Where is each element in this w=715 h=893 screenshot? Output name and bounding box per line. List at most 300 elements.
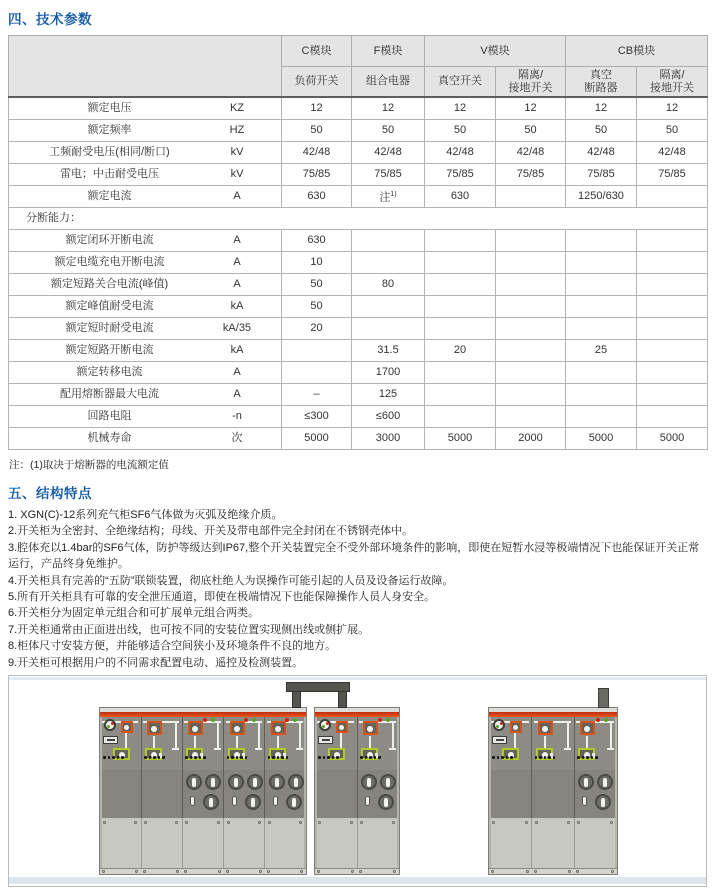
param-value-cell — [425, 274, 496, 296]
photo-top-band — [9, 677, 706, 680]
param-value-cell: 42/48 — [566, 142, 637, 164]
mimic-vline-right — [175, 722, 177, 750]
cabinet-side-edge — [615, 717, 617, 868]
param-value-cell: 50 — [282, 120, 352, 142]
switch-module-icon — [363, 721, 378, 735]
mimic-vline-right — [217, 722, 219, 750]
keyhole — [367, 778, 371, 787]
terminal-dot — [227, 756, 230, 759]
param-value-cell — [637, 384, 708, 406]
param-name: 雷电；中击耐受电压 — [60, 168, 159, 180]
param-value-cell: 125 — [352, 384, 425, 406]
param-value-cell — [352, 252, 425, 274]
panel-seam — [141, 717, 142, 818]
param-value-cell: 42/48 — [496, 142, 566, 164]
switch-knob — [151, 726, 157, 732]
param-value-cell: 5000 — [566, 428, 637, 450]
feature-item-5: 5.所有开关柜具有可靠的安全泄压通道，即使在极端情况下也能保障操作人员人身安全。 — [8, 591, 436, 604]
param-value-cell: 20 — [425, 340, 496, 362]
keyhole — [190, 796, 195, 806]
feature-item-9: 9.开关柜可根据用户的不同需求配置电动、遥控及检测装置。 — [8, 656, 304, 669]
keyhole — [603, 778, 607, 787]
terminal-dot — [245, 756, 248, 759]
keyhole — [294, 778, 298, 787]
mimic-vline — [236, 736, 238, 748]
panel-seam — [182, 717, 183, 818]
base-screw — [218, 870, 221, 873]
param-value-cell: 10 — [282, 252, 352, 274]
param-value-cell: 1250/630 — [566, 186, 637, 208]
terminal-dot — [553, 756, 556, 759]
technical-parameters-table — [8, 35, 708, 450]
param-value-cell — [637, 406, 708, 428]
feature-item-8: 8.柜体尺寸安装方便，并能够适合空间狭小及环境条件不良的地方。 — [8, 640, 337, 653]
door-screw — [217, 821, 220, 824]
param-value-cell — [496, 406, 566, 428]
param-label-cell — [9, 274, 282, 296]
terminal-dot — [497, 756, 500, 759]
door-screw — [525, 821, 528, 824]
operation-port — [247, 774, 263, 790]
table-row — [9, 208, 708, 230]
switch-module-icon — [147, 721, 162, 735]
terminal-dot — [323, 756, 326, 759]
switch-knob — [234, 726, 240, 732]
door-screw — [535, 821, 538, 824]
param-value-cell — [496, 296, 566, 318]
operation-port — [286, 794, 302, 810]
param-value-cell — [282, 340, 352, 362]
param-label-cell — [9, 428, 282, 450]
param-name: 额定转移电流 — [76, 366, 143, 378]
nameplate-text-line — [107, 739, 115, 741]
param-label-wrap — [9, 102, 281, 115]
switch-module-icon — [271, 721, 286, 735]
param-unit: A — [233, 234, 241, 246]
param-value-cell: 12 — [352, 97, 425, 120]
feature-item-6: 6.开关柜分为固定单元组合和可扩展单元组合两类。 — [8, 607, 260, 620]
switch-knob — [275, 726, 281, 732]
param-label-wrap — [9, 190, 281, 203]
header-sub-2: 组合电器 — [352, 67, 425, 98]
param-value-cell — [425, 384, 496, 406]
section-label-cell: 分断能力： — [9, 208, 708, 230]
param-label-cell — [9, 296, 282, 318]
feature-item-4: 4.开关柜具有完善的“五防”联锁装置，彻底杜绝人为误操作可能引起的人员及设备运行故障。 — [8, 574, 454, 587]
param-label-wrap — [9, 124, 281, 137]
param-label-wrap — [9, 146, 281, 159]
param-unit: kA — [230, 300, 244, 312]
operation-port — [245, 794, 261, 810]
mimic-tick — [296, 748, 303, 750]
param-value-cell — [637, 252, 708, 274]
param-unit: A — [233, 190, 241, 202]
param-name: 额定电缆充电开断电流 — [54, 256, 165, 268]
param-value-cell — [637, 340, 708, 362]
pressure-gauge-icon — [319, 719, 331, 731]
param-value-cell — [566, 318, 637, 340]
switchgear-cabinet-2 — [314, 707, 400, 875]
param-value-cell — [566, 362, 637, 384]
param-name: 回路电阻 — [87, 410, 132, 422]
operation-port — [378, 794, 394, 810]
param-value-cell: 75/85 — [637, 164, 708, 186]
keyhole — [582, 796, 587, 806]
terminal-dot — [586, 756, 589, 759]
param-value-cell — [282, 362, 352, 384]
param-unit: kA — [230, 344, 244, 356]
table-row — [9, 384, 708, 406]
param-value-cell: 12 — [566, 97, 637, 120]
param-value-cell — [496, 230, 566, 252]
param-value-cell: – — [282, 384, 352, 406]
table-row — [9, 230, 708, 252]
door-seam — [357, 818, 358, 868]
param-value-cell — [566, 384, 637, 406]
keyhole — [253, 778, 257, 787]
terminal-dot — [277, 756, 280, 759]
keyhole — [386, 778, 390, 787]
param-value-cell — [496, 252, 566, 274]
mimic-tick — [389, 748, 396, 750]
param-label-wrap — [9, 168, 281, 181]
param-value-cell — [496, 186, 566, 208]
base-screw — [534, 870, 537, 873]
terminal-dot — [117, 756, 120, 759]
switchgear-cabinet-3 — [488, 707, 618, 875]
param-label-wrap — [9, 344, 281, 357]
indicator-light-green — [252, 718, 256, 722]
switch-knob — [124, 725, 129, 730]
footnote-superscript: 1) — [390, 191, 397, 199]
keyhole — [365, 796, 370, 806]
param-value-cell: 75/85 — [425, 164, 496, 186]
feature-item-2: 2.开关柜为全密封、全绝缘结构；母线、开关及带电部件完全封闭在不锈钢壳体中。 — [8, 525, 414, 538]
photo-floor-band — [9, 877, 706, 884]
keyhole — [273, 796, 278, 806]
base-screw — [259, 870, 262, 873]
header-group-row — [9, 36, 708, 67]
pressure-gauge-icon — [104, 719, 116, 731]
door-seam — [141, 818, 142, 868]
header-corner-cell — [9, 36, 282, 98]
panel-seam — [531, 717, 532, 818]
param-label-cell — [9, 97, 282, 120]
param-value-cell: 12 — [282, 97, 352, 120]
door-screw — [227, 821, 230, 824]
param-unit: kV — [230, 146, 244, 158]
base-screw — [526, 870, 529, 873]
param-label-wrap — [9, 432, 281, 445]
header-sub-1: 负荷开关 — [282, 67, 352, 98]
mimic-tick — [564, 748, 571, 750]
terminal-dot — [544, 756, 547, 759]
param-value-cell: 2000 — [496, 428, 566, 450]
param-unit: KZ — [229, 102, 245, 114]
table-row — [9, 252, 708, 274]
terminal-dot — [144, 756, 147, 759]
param-name: 工频耐受电压(相同/断口) — [49, 146, 170, 158]
table-row — [9, 296, 708, 318]
param-label-cell — [9, 362, 282, 384]
param-value-cell: 50 — [425, 120, 496, 142]
param-unit: HZ — [229, 124, 245, 136]
param-value-cell: 50 — [566, 120, 637, 142]
switchgear-cabinet-1 — [99, 707, 307, 875]
param-unit: 次 — [231, 432, 243, 444]
mimic-vline-right — [299, 722, 301, 750]
param-value-cell: 630 — [425, 186, 496, 208]
mimic-vline-right — [392, 722, 394, 750]
terminal-dot — [268, 756, 271, 759]
table-row — [9, 97, 708, 120]
terminal-dot — [374, 756, 377, 759]
param-value-cell: 50 — [282, 274, 352, 296]
param-value-cell — [352, 318, 425, 340]
switch-module-icon — [510, 721, 522, 733]
keyhole — [251, 798, 255, 807]
param-label-cell — [9, 340, 282, 362]
param-label-wrap — [9, 300, 281, 313]
terminal-dot — [158, 756, 161, 759]
terminal-dot — [336, 756, 339, 759]
mimic-area — [489, 717, 617, 770]
switch-module-icon — [538, 721, 553, 735]
table-row — [9, 274, 708, 296]
mimic-vline — [514, 733, 516, 748]
door-area — [100, 818, 306, 868]
terminal-dot — [506, 756, 509, 759]
keyhole — [584, 778, 588, 787]
param-name: 额定电流 — [87, 190, 132, 202]
mimic-vline-right — [610, 722, 612, 750]
param-value-cell: 5000 — [282, 428, 352, 450]
param-label-wrap — [9, 322, 281, 335]
panel-seam — [574, 717, 575, 818]
param-value-cell: ≤600 — [352, 406, 425, 428]
mimic-vline — [544, 736, 546, 748]
section-title-params: 四、技术参数 — [8, 12, 92, 27]
param-value-cell: 630 — [282, 186, 352, 208]
terminal-dot — [149, 756, 152, 759]
features-list — [8, 507, 707, 671]
table-row — [9, 428, 708, 450]
param-value-cell — [496, 362, 566, 384]
mimic-vline — [277, 736, 279, 748]
param-unit: kV — [230, 168, 244, 180]
keyhole — [234, 778, 238, 787]
param-value-cell: 5000 — [425, 428, 496, 450]
terminal-dot — [577, 756, 580, 759]
param-label-cell — [9, 230, 282, 252]
table-footnote: 注：(1)取决于熔断器的电流额定值 — [9, 459, 169, 471]
terminal-dot — [327, 756, 330, 759]
param-value-cell — [566, 296, 637, 318]
terminal-dot — [231, 756, 234, 759]
mimic-tick — [607, 748, 614, 750]
door-screw — [258, 821, 261, 824]
terminal-dot — [548, 756, 551, 759]
mimic-vline-right — [567, 722, 569, 750]
param-value-cell — [566, 230, 637, 252]
terminal-dot — [501, 756, 504, 759]
param-value-cell — [637, 186, 708, 208]
keyhole — [601, 798, 605, 807]
param-label-cell — [9, 406, 282, 428]
terminal-dot — [378, 756, 381, 759]
param-value-cell: 50 — [352, 120, 425, 142]
switch-knob — [192, 726, 198, 732]
terminal-dot — [492, 756, 495, 759]
param-value-cell — [637, 362, 708, 384]
product-figure — [8, 675, 707, 887]
cabinet-base — [489, 868, 617, 874]
terminal-dot — [240, 756, 243, 759]
gauge-mark-red — [111, 722, 114, 725]
cabinet-base — [100, 868, 306, 874]
table-row — [9, 318, 708, 340]
feature-item-7: 7.开关柜通常由正面进出线，也可按不同的安装位置实现侧出线或侧扩展。 — [8, 623, 370, 636]
param-label-wrap — [9, 278, 281, 291]
terminal-dot — [369, 756, 372, 759]
operation-port — [269, 774, 285, 790]
keyhole — [209, 798, 213, 807]
header-sub-5: 真空 断路器 — [566, 67, 637, 98]
busbar-bridge-post — [338, 691, 347, 708]
param-value-cell: ≤300 — [282, 406, 352, 428]
door-seam — [182, 818, 183, 868]
param-value-cell: 12 — [496, 97, 566, 120]
header-sub-6: 隔离/ 接地开关 — [637, 67, 708, 98]
door-area — [489, 818, 617, 868]
gauge-mark-red — [500, 722, 503, 725]
param-name: 配用熔断器最大电流 — [60, 388, 159, 400]
pressure-gauge-icon — [493, 719, 505, 731]
terminal-dot — [365, 756, 368, 759]
switch-module-icon — [188, 721, 203, 735]
switch-module-icon — [230, 721, 245, 735]
switch-module-icon — [336, 721, 348, 733]
param-value-cell — [425, 406, 496, 428]
terminal-dot — [318, 756, 321, 759]
param-value-cell: 1700 — [352, 362, 425, 384]
panel-seam — [264, 717, 265, 818]
param-unit: A — [233, 366, 241, 378]
param-value-cell — [566, 252, 637, 274]
cable-duct — [598, 688, 609, 708]
table-body — [9, 97, 708, 450]
param-value-cell — [496, 318, 566, 340]
param-value-cell — [566, 274, 637, 296]
param-value-cell — [496, 274, 566, 296]
param-unit: A — [233, 256, 241, 268]
switch-knob — [584, 726, 590, 732]
operation-port — [380, 774, 396, 790]
param-value-cell — [352, 296, 425, 318]
switch-knob — [339, 725, 344, 730]
switch-knob — [367, 726, 373, 732]
nameplate-text-line — [322, 739, 330, 741]
terminal-dot — [591, 756, 594, 759]
param-value-cell — [637, 230, 708, 252]
cabinet-side-edge — [315, 717, 317, 868]
terminal-dot — [332, 756, 335, 759]
switch-module-icon — [121, 721, 133, 733]
param-value-cell — [425, 318, 496, 340]
param-label-wrap — [9, 366, 281, 379]
table-row — [9, 142, 708, 164]
table-row — [9, 362, 708, 384]
mimic-tick — [172, 748, 179, 750]
header-group-1: C模块 — [282, 36, 352, 67]
keyhole — [192, 778, 196, 787]
terminal-dot — [185, 756, 188, 759]
param-name: 额定短时耐受电流 — [65, 322, 154, 334]
cabinet-side-edge — [489, 717, 491, 868]
param-value-cell: 3000 — [352, 428, 425, 450]
terminal-dot — [582, 756, 585, 759]
param-value-cell — [425, 296, 496, 318]
operation-port — [228, 774, 244, 790]
door-seam — [223, 818, 224, 868]
param-name: 额定电压 — [87, 102, 132, 114]
param-value-cell: 25 — [566, 340, 637, 362]
door-seam — [264, 818, 265, 868]
terminal-dot — [539, 756, 542, 759]
param-value-cell — [566, 406, 637, 428]
param-value-cell: 31.5 — [352, 340, 425, 362]
operation-port — [288, 774, 304, 790]
mimic-vline — [153, 736, 155, 748]
terminal-dot — [595, 756, 598, 759]
keyhole — [211, 778, 215, 787]
param-value-cell — [425, 230, 496, 252]
param-value-cell: 75/85 — [566, 164, 637, 186]
header-sub-4: 隔离/ 接地开关 — [496, 67, 566, 98]
panel-seam — [223, 717, 224, 818]
mimic-tick — [214, 748, 221, 750]
param-label-cell — [9, 164, 282, 186]
param-name: 额定闭环开断电流 — [65, 234, 154, 246]
gauge-mark-green — [107, 725, 110, 728]
gauge-mark-red — [326, 722, 329, 725]
nameplate — [318, 736, 333, 744]
terminal-dot — [121, 756, 124, 759]
mimic-vline-right — [258, 722, 260, 750]
param-value-cell: 630 — [282, 230, 352, 252]
param-value-cell: 12 — [637, 97, 708, 120]
param-unit: kA/35 — [222, 322, 252, 334]
param-unit: -n — [232, 410, 242, 422]
switch-knob — [513, 725, 518, 730]
param-name: 额定短路关合电流(峰值) — [50, 278, 169, 290]
param-value-cell — [637, 274, 708, 296]
param-value-cell: 50 — [496, 120, 566, 142]
param-name: 额定短路开断电流 — [65, 344, 154, 356]
feature-item-3: 3.腔体充以1.4bar的SF6气体，防护等级达到IP67,整个开关装置完全不受外部环境条件的影响，即使在短暂水浸等极端情况下也能保证开关正常运行，产品终身免维护。 — [8, 541, 700, 571]
mimic-vline — [125, 733, 127, 748]
door-seam — [574, 818, 575, 868]
nameplate-text-line — [496, 739, 504, 741]
table-row — [9, 340, 708, 362]
switch-module-icon — [580, 721, 595, 735]
section-title-features: 五、结构特点 — [8, 486, 92, 501]
param-label-cell — [9, 252, 282, 274]
param-unit: A — [233, 278, 241, 290]
door-seam — [531, 818, 532, 868]
keyhole — [275, 778, 279, 787]
param-unit: A — [233, 388, 241, 400]
